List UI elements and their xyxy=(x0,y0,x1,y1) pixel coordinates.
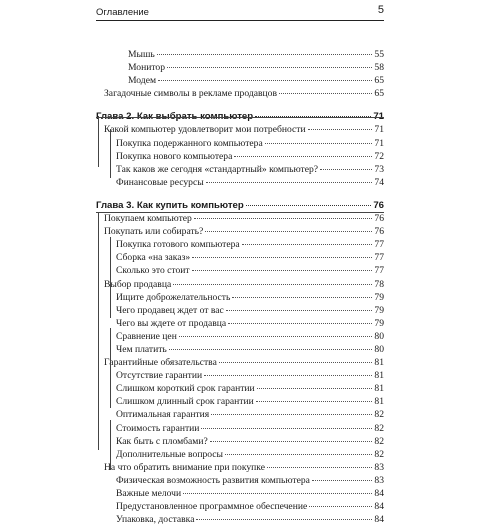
bracket-line xyxy=(98,116,99,167)
toc-entry[interactable]: Чего продавец ждет от вас 79 xyxy=(116,304,384,316)
toc-entry[interactable]: Покупка нового компьютера 72 xyxy=(116,150,384,162)
toc-entry[interactable]: На что обратить внимание при покупке 83 xyxy=(104,461,384,473)
toc-entry[interactable]: Покупать или собирать? 76 xyxy=(104,226,384,238)
toc-entry[interactable]: Чем платить 80 xyxy=(116,343,384,355)
toc-entry[interactable]: Покупаем компьютер 76 xyxy=(104,213,384,225)
bracket-line xyxy=(96,117,384,118)
toc-entry[interactable]: Покупка готового компьютера 77 xyxy=(116,239,384,251)
toc-entry[interactable]: Выбор продавца 78 xyxy=(104,278,384,290)
toc-entry[interactable]: Так каков же сегодня «стандартный» компьютер? 73 xyxy=(116,163,384,175)
toc-entry[interactable]: Чего вы ждете от продавца 79 xyxy=(116,317,384,329)
chapter-3-heading[interactable]: Глава 3. Как купить компьютер 76 xyxy=(96,199,384,211)
toc-entry[interactable]: Сколько это стоит 77 xyxy=(116,265,384,277)
toc-entry[interactable]: Модем 65 xyxy=(128,75,384,87)
toc-entry[interactable]: Как быть с пломбами? 82 xyxy=(116,435,384,447)
toc-entry[interactable]: Дополнительные вопросы 82 xyxy=(116,448,384,460)
toc-entry[interactable]: Важные мелочи 84 xyxy=(116,488,384,499)
toc-entry[interactable]: Финансовые ресурсы 74 xyxy=(116,176,384,188)
toc-entry[interactable]: Упаковка, доставка 84 xyxy=(116,514,384,526)
toc-entry[interactable]: Слишком длинный срок гарантии 81 xyxy=(116,396,384,408)
page-header xyxy=(96,4,384,21)
toc-entry[interactable]: Стоимость гарантии 82 xyxy=(116,422,384,434)
toc-entry[interactable]: Ищите доброжелательность 79 xyxy=(116,291,384,303)
toc-entry[interactable]: Отсутствие гарантии 81 xyxy=(116,370,384,382)
running-title: Оглавление xyxy=(96,7,149,18)
toc-entry[interactable]: Гарантийные обязательства 81 xyxy=(104,357,384,369)
page-number: 5 xyxy=(377,4,384,16)
chapter-2-heading[interactable]: Глава 2. Как выбрать компьютер 71 xyxy=(96,111,384,123)
bracket-line xyxy=(98,212,99,450)
toc-entry[interactable]: Сборка «на заказ» 77 xyxy=(116,252,384,264)
toc-entry[interactable]: Покупка подержанного компьютера 71 xyxy=(116,137,384,149)
bracket-line xyxy=(96,212,384,213)
bracket-line xyxy=(110,420,111,470)
bracket-line xyxy=(110,328,111,408)
toc-entry[interactable]: Сравнение цен 80 xyxy=(116,330,384,342)
bracket-line xyxy=(110,129,111,178)
toc-entry[interactable]: Физическая возможность развития компьютера 83 xyxy=(116,474,384,486)
bracket-line xyxy=(110,264,111,318)
toc-entry[interactable]: Предустановленное программное обеспечение 84 xyxy=(116,501,384,513)
toc-entry[interactable]: Оптимальная гарантия 82 xyxy=(116,409,384,421)
toc-entry[interactable]: Мышь 55 xyxy=(128,49,384,60)
toc-entry[interactable]: Загадочные символы в рекламе продавцов 65 xyxy=(104,88,384,100)
table-of-contents xyxy=(96,48,384,526)
toc-entry[interactable]: Слишком короткий срок гарантии 81 xyxy=(116,383,384,395)
toc-entry[interactable]: Какой компьютер удовлетворит мои потребности 71 xyxy=(104,124,384,136)
toc-entry[interactable]: Монитор 58 xyxy=(128,62,384,74)
